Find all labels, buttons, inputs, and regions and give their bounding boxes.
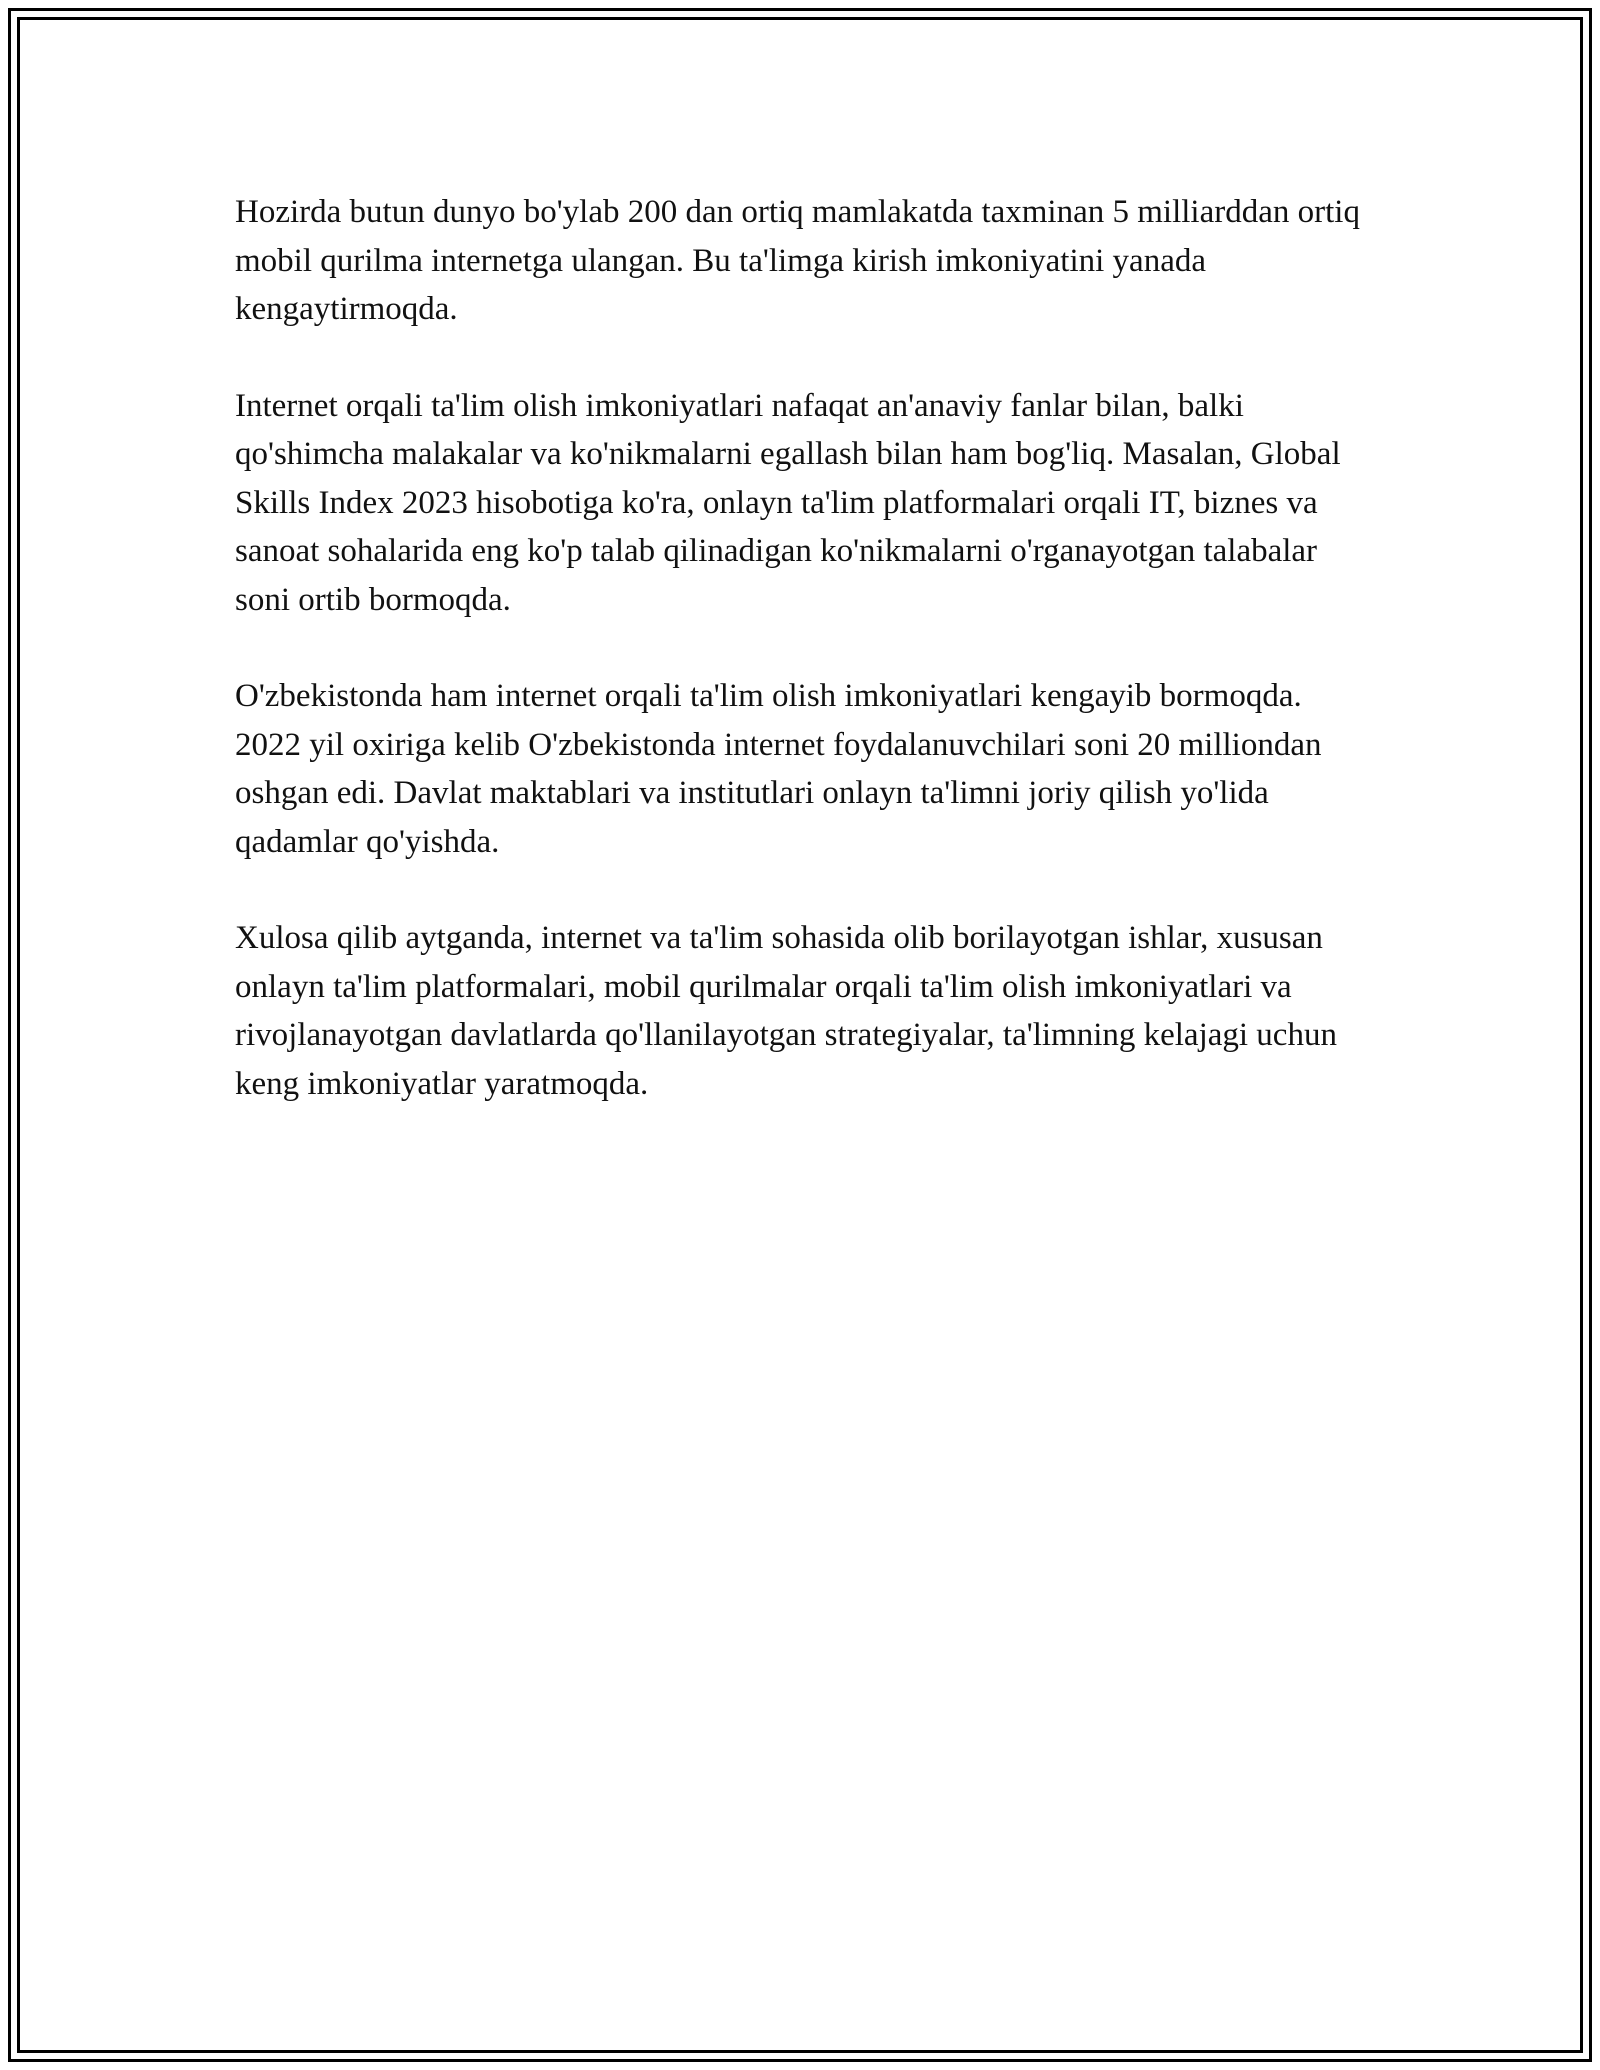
paragraph-skills-index: Internet orqali ta'lim olish imkoniyatlari nafaqat an'anaviy fanlar bilan, balki qo'shimcha malakalar va ko'nikmalarni egallash bilan ham bog'liq. Masalan, Global Skills Index 2023 hisobotiga ko'ra, onlayn ta'lim platformalari orqali IT, biznes va sanoat sohalarida eng ko'p talab qilinadigan ko'nikmalarni o'rganayotgan talabalar soni ortib bormoqda. — [235, 387, 1341, 618]
paragraph-conclusion: Xulosa qilib aytganda, internet va ta'lim sohasida olib borilayotgan ishlar, xususan onlayn ta'lim platformalari, mobil qurilmalar orqali ta'lim olish imkoniyatlari va rivojlanayotgan davlatlarda qo'llanilayotgan strategiyalar, ta'limning kelajagi uchun keng imkoniyatlar yaratmoqda. — [235, 920, 1337, 1102]
document-body — [235, 188, 1375, 1156]
paragraph-uzbekistan: O'zbekistonda ham internet orqali ta'lim olish imkoniyatlari kengayib bormoqda. 2022 yil oxiriga kelib O'zbekistonda internet foydalanuvchilari soni 20 milliondan oshgan edi. Davlat maktablari va institutlari onlayn ta'limni joriy qilish yo'lida qadamlar qo'yishda. — [235, 678, 1322, 860]
paragraph-mobile-devices: Hozirda butun dunyo bo'ylab 200 dan ortiq mamlakatda taxminan 5 milliarddan ortiq mobil qurilma internetga ulangan. Bu ta'limga kirish imkoniyatini yanada kengaytirmoqda. — [235, 194, 1360, 327]
